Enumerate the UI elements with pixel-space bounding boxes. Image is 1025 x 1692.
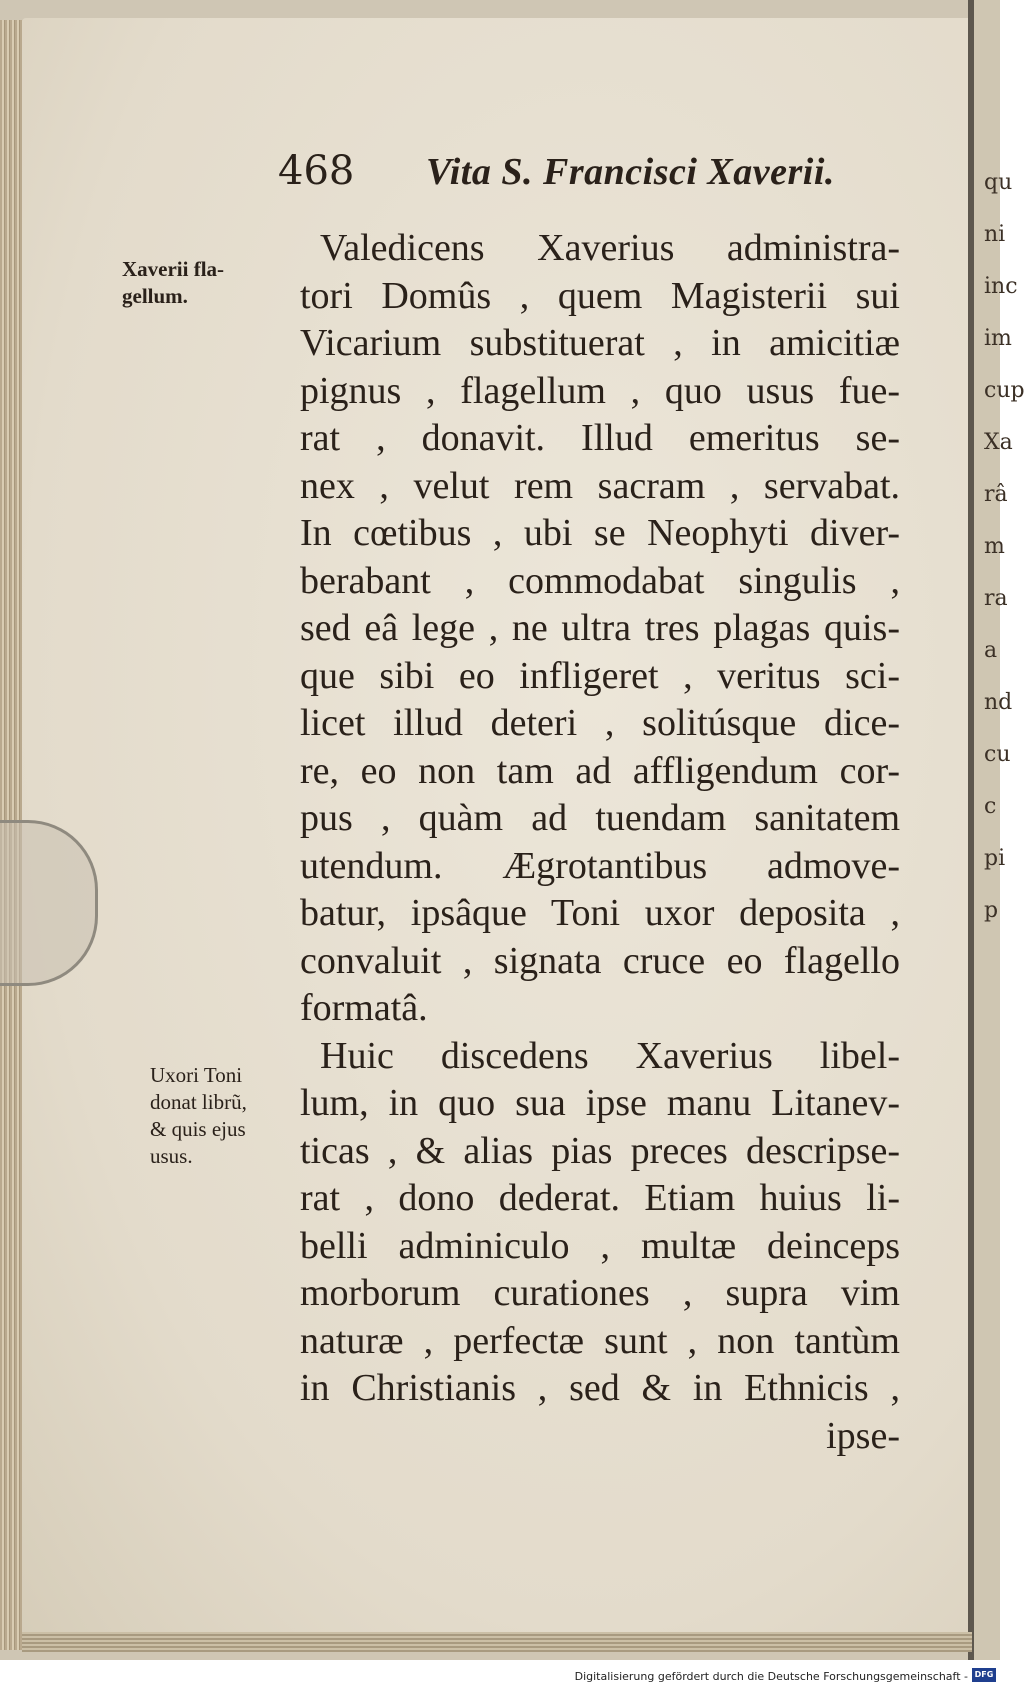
body-line: pignus , flagellum , quo usus fue-	[300, 369, 900, 412]
body-line: tori Domûs , quem Magisterii sui	[300, 274, 900, 317]
adjacent-page-fragment: c	[984, 794, 997, 819]
marginal-note	[150, 1062, 247, 1170]
adjacent-page-fragment: râ	[984, 482, 1008, 507]
body-line: nex , velut rem sacram , servabat.	[300, 464, 900, 507]
body-line: que sibi eo infligeret , veritus sci-	[300, 654, 900, 697]
body-line: belli adminiculo , multæ deinceps	[300, 1224, 900, 1267]
marginal-note-line: & quis ejus	[150, 1117, 246, 1141]
adjacent-page-fragment: pi	[984, 846, 1006, 871]
body-line: rat , dono dederat. Etiam huius li-	[300, 1177, 900, 1219]
body-line: berabant , commodabat singulis ,	[300, 559, 900, 602]
body-line: In cœtibus , ubi se Neophyti diver-	[300, 512, 900, 554]
adjacent-page-fragment: inc	[984, 274, 1018, 299]
book-block-bottom-edge	[22, 1632, 972, 1652]
body-line: ticas , & alias pias preces descripse-	[300, 1129, 900, 1172]
body-line: sed eâ lege , ne ultra tres plagas quis-	[300, 607, 900, 649]
adjacent-page-fragment: p	[984, 898, 999, 923]
running-title: Vita S. Francisci Xaverii.	[426, 151, 835, 193]
marginal-note-line: Xaverii fla-	[122, 257, 225, 281]
marginal-note-line: donat librũ,	[150, 1090, 247, 1114]
body-line: Vicarium substituerat , in amicitiæ	[300, 322, 900, 364]
body-line: utendum. Ægrotantibus admove-	[300, 844, 900, 887]
running-header	[268, 148, 888, 208]
page-number: 468	[278, 148, 355, 194]
body-line: pus , quàm ad tuendam sanitatem	[300, 797, 900, 839]
dfg-logo-icon: DFG	[972, 1668, 996, 1682]
adjacent-page-fragment: ni	[984, 222, 1006, 247]
adjacent-page-fragment: cup	[984, 378, 1025, 403]
body-line: in Christianis , sed & in Ethnicis ,	[300, 1367, 900, 1409]
adjacent-page-fragment: nd	[984, 690, 1013, 715]
body-text	[300, 225, 900, 1460]
adjacent-page-fragment: a	[984, 638, 998, 663]
adjacent-page-fragment: im	[984, 326, 1012, 351]
body-line: re, eo non tam ad affligendum cor-	[300, 749, 900, 792]
adjacent-page-fragment: qu	[984, 170, 1013, 195]
body-line: convaluit , signata cruce eo flagello	[300, 939, 900, 982]
body-line: rat , donavit. Illud emeritus se-	[300, 417, 900, 459]
adjacent-page-fragment: ra	[984, 586, 1008, 611]
body-line: formatâ.	[300, 987, 428, 1029]
digitization-credit: Digitalisierung gefördert durch die Deutsche Forschungsgemeinschaft -	[574, 1670, 968, 1683]
body-line: licet illud deteri , solitúsque dice-	[300, 702, 900, 744]
marginal-note-line: usus.	[150, 1144, 193, 1168]
marginal-note-line: gellum.	[122, 284, 188, 308]
body-line: ipse-	[826, 1414, 900, 1457]
body-line: batur, ipsâque Toni uxor deposita ,	[300, 892, 900, 934]
adjacent-page-fragment: Xa	[984, 430, 1013, 455]
body-line: Valedicens Xaverius administra-	[320, 227, 900, 269]
body-line: morborum curationes , supra vim	[300, 1272, 900, 1314]
body-line: lum, in quo sua ipse manu Litanev-	[300, 1082, 900, 1124]
adjacent-page-fragment: cu	[984, 742, 1011, 767]
body-line: Huic discedens Xaverius libel-	[320, 1034, 900, 1077]
body-line: naturæ , perfectæ sunt , non tantùm	[300, 1319, 900, 1362]
marginal-note-line: Uxori Toni	[150, 1063, 243, 1087]
marginal-note	[122, 256, 224, 310]
adjacent-page-fragment: m	[984, 534, 1005, 559]
